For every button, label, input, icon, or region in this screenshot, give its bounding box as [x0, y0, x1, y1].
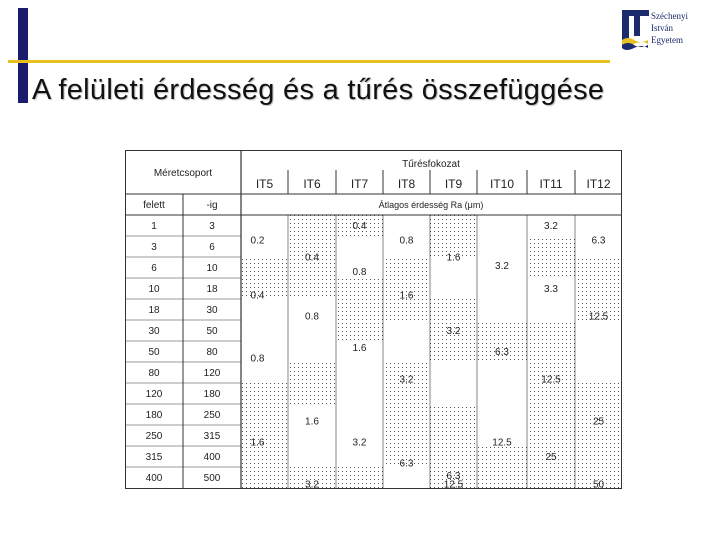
size-from-cell: 30 [148, 326, 160, 337]
roughness-value-it8: 6.3 [399, 458, 414, 470]
size-from-cell: 18 [148, 305, 160, 316]
size-to-cell: 6 [209, 242, 215, 253]
roughness-value-it5: 0.4 [250, 290, 265, 302]
unit-label: Átlagos érdesség Ra (μm) [378, 200, 484, 210]
stippled-region [336, 467, 383, 488]
roughness-table-svg [125, 150, 623, 492]
shaded-regions [241, 215, 622, 491]
stippled-region [477, 446, 527, 488]
size-to-cell: 30 [206, 305, 218, 316]
size-from-cell: 400 [145, 473, 163, 484]
size-from-cell: 50 [148, 347, 160, 358]
roughness-value-it6: 1.6 [305, 416, 319, 428]
size-from-cell: 10 [148, 284, 160, 295]
roughness-value-it12: 12.5 [588, 311, 609, 323]
stippled-region [241, 257, 288, 302]
stippled-region [288, 362, 336, 404]
roughness-value-it11: 3.3 [544, 284, 558, 295]
roughness-value-it8: 1.6 [399, 290, 414, 302]
stippled-region [336, 278, 383, 341]
roughness-value-it6: 3.2 [305, 479, 319, 491]
stippled-region [575, 383, 622, 491]
stippled-region [527, 236, 575, 278]
roughness-value-it12: 6.3 [591, 235, 606, 247]
roughness-value-it10: 6.3 [495, 347, 509, 358]
roughness-value-it11: 3.2 [544, 221, 558, 232]
roughness-value-it7: 0.8 [352, 267, 367, 279]
size-from-cell: 1 [151, 221, 157, 232]
roughness-value-it6: 0.4 [305, 252, 319, 264]
roughness-value-it11: 12.5 [541, 374, 561, 386]
size-group-header: Méretcsoport [153, 168, 213, 179]
size-to-cell: 500 [203, 473, 221, 484]
roughness-value-it10: 12.5 [492, 437, 512, 449]
grade-header-it8: IT8 [397, 177, 416, 191]
roughness-value-it8: 0.8 [399, 235, 414, 247]
university-logo [620, 8, 716, 52]
logo-emblem-icon [620, 8, 650, 50]
grade-header-it12: IT12 [586, 177, 611, 191]
roughness-tolerance-table [125, 150, 623, 492]
grade-header-it5: IT5 [255, 177, 274, 191]
roughness-value-it5: 0.2 [250, 235, 265, 247]
grade-header-it11: IT11 [539, 177, 563, 191]
grade-header-it10: IT10 [489, 177, 515, 191]
col-header-from: felett [143, 200, 165, 211]
size-to-cell: 400 [203, 452, 221, 463]
size-to-cell: 50 [206, 326, 218, 337]
stippled-region [430, 215, 477, 257]
roughness-value-it12: 50 [592, 479, 605, 491]
roughness-value-it7: 3.2 [352, 437, 367, 449]
size-to-cell: 180 [203, 389, 221, 400]
size-to-cell: 250 [203, 410, 221, 421]
roughness-value-it7: 0.4 [352, 221, 367, 232]
col-header-to: -ig [206, 200, 218, 211]
logo-text-line-2: István [651, 23, 673, 33]
size-from-cell: 3 [151, 242, 157, 253]
grade-header-it7: IT7 [350, 177, 369, 191]
title-underline [8, 60, 610, 63]
logo-text-line-1: Széchenyi [651, 11, 688, 21]
roughness-value-it6: 0.8 [305, 311, 319, 323]
roughness-value-it9: 12.5 [443, 479, 464, 491]
roughness-value-it9: 1.6 [446, 252, 461, 264]
slide-title: A felületi érdesség és a tűrés összefüggése [32, 74, 605, 106]
size-from-cell: 6 [151, 263, 157, 274]
roughness-value-it11: 25 [545, 452, 557, 463]
stippled-region [241, 383, 288, 488]
size-from-cell: 315 [145, 452, 163, 463]
tolerance-grade-header: Tűrésfokozat [402, 159, 460, 170]
size-to-cell: 315 [203, 431, 221, 442]
size-to-cell: 18 [206, 284, 218, 295]
size-to-cell: 10 [206, 263, 218, 274]
roughness-value-it5: 1.6 [250, 437, 265, 449]
accent-vertical-bar [18, 8, 28, 103]
size-to-cell: 120 [203, 368, 221, 379]
grade-header-it6: IT6 [303, 177, 321, 191]
logo-text-line-3: Egyetem [651, 35, 683, 45]
roughness-value-it8: 3.2 [399, 374, 414, 386]
size-from-cell: 120 [145, 389, 163, 400]
roughness-value-it9: 6.3 [446, 470, 461, 482]
stippled-region [383, 257, 430, 320]
grade-header-it9: IT9 [444, 177, 463, 191]
roughness-value-it12: 25 [592, 416, 605, 428]
size-to-cell: 3 [209, 221, 215, 232]
size-from-cell: 250 [145, 431, 163, 442]
size-from-cell: 180 [145, 410, 163, 421]
stippled-region [288, 278, 336, 299]
size-from-cell: 80 [148, 368, 160, 379]
roughness-value-it7: 1.6 [352, 342, 367, 354]
size-to-cell: 80 [206, 347, 218, 358]
roughness-value-it9: 3.2 [446, 326, 461, 337]
stippled-region [288, 215, 336, 278]
roughness-value-it10: 3.2 [495, 260, 509, 272]
roughness-value-it5: 0.8 [250, 353, 265, 365]
